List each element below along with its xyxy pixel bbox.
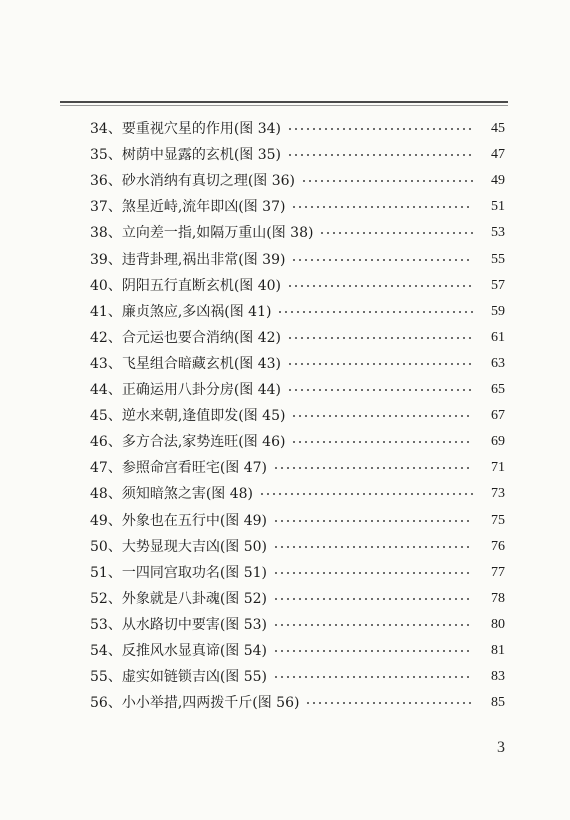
toc-entry [90, 170, 505, 192]
toc-entry-title: 56、小小举措,四两拨千斤(图 56) [90, 695, 300, 712]
toc-entry-page: 73 [491, 486, 505, 502]
toc-entry [90, 405, 505, 427]
toc-entry [90, 640, 505, 662]
toc-entry-title: 37、煞星近峙,流年即凶(图 37) [90, 199, 286, 216]
toc-dot-leader [287, 337, 473, 339]
toc-entry-title: 52、外象就是八卦魂(图 52) [90, 590, 268, 607]
toc-dot-leader [273, 676, 473, 678]
toc-entry-page: 77 [491, 564, 505, 580]
toc-dot-leader [305, 702, 473, 704]
toc-entry [90, 588, 505, 610]
toc-entry-title: 53、从水路切中要害(图 53) [90, 616, 268, 633]
toc-entry-page: 55 [491, 251, 505, 267]
toc-entry-title: 36、砂水消纳有真切之理(图 36) [90, 173, 296, 190]
toc-dot-leader [273, 520, 473, 522]
toc-dot-leader [273, 624, 473, 626]
toc-entry-page: 59 [491, 303, 505, 319]
toc-entry-page: 85 [491, 695, 505, 711]
toc-entry-title: 55、虚实如链锁吉凶(图 55) [90, 669, 268, 686]
toc-entry [90, 144, 505, 166]
toc-entry-page: 65 [491, 382, 505, 397]
toc-entry-page: 51 [491, 199, 505, 215]
toc-dot-leader [287, 363, 473, 365]
toc-entry [90, 614, 505, 636]
toc-entry-page: 75 [491, 512, 505, 528]
toc-entry [90, 431, 505, 453]
toc-entry-title: 45、逆水来朝,逢值即发(图 45) [90, 408, 286, 425]
toc-entry-page: 53 [491, 225, 505, 241]
toc-entry-page: 49 [491, 173, 505, 189]
toc-entry [90, 457, 505, 479]
toc-entry [90, 249, 505, 271]
toc-entry [90, 510, 505, 532]
toc-entry-title: 46、多方合法,家势连旺(图 46) [90, 434, 286, 451]
toc-entry [90, 301, 505, 323]
toc-dot-leader [273, 650, 473, 652]
toc-dot-leader [273, 598, 473, 600]
toc-entry-page: 67 [491, 408, 505, 424]
toc-dot-leader [291, 415, 473, 417]
toc-dot-leader [291, 441, 473, 443]
toc-entry-page: 45 [491, 121, 505, 136]
toc-dot-leader [301, 180, 473, 182]
toc-entry-page: 61 [491, 329, 505, 345]
toc-entry-title: 43、飞星组合暗藏玄机(图 43) [90, 355, 282, 372]
toc-entry-page: 78 [491, 590, 505, 606]
toc-entry-page: 71 [491, 460, 505, 476]
toc-entry [90, 692, 505, 714]
toc-entry [90, 275, 505, 297]
toc-dot-leader [273, 572, 473, 574]
toc-entry [90, 666, 505, 688]
toc-dot-leader [277, 311, 473, 313]
toc-dot-leader [291, 259, 473, 261]
toc-entry-title: 34、要重视穴星的作用(图 34) [90, 121, 282, 137]
toc-entry-page: 57 [491, 277, 505, 293]
toc-entry-title: 39、违背卦理,祸出非常(图 39) [90, 251, 286, 268]
toc-entry-title: 48、须知暗煞之害(图 48) [90, 486, 254, 503]
toc-entry-title: 42、合元运也要合消纳(图 42) [90, 329, 282, 346]
toc-dot-leader [259, 493, 473, 495]
toc-entry-title: 44、正确运用八卦分房(图 44) [90, 382, 282, 398]
toc-dot-leader [287, 154, 473, 156]
toc-entry-title: 50、大势显现大吉凶(图 50) [90, 538, 268, 555]
toc-entry [90, 562, 505, 584]
toc-dot-leader [287, 389, 473, 391]
toc-entry-title: 54、反推风水显真谛(图 54) [90, 643, 268, 659]
toc-entry [90, 536, 505, 558]
toc-dot-leader [319, 232, 473, 234]
toc-entry-title: 47、参照命宫看旺宅(图 47) [90, 460, 268, 477]
toc-entry-page: 80 [491, 616, 505, 632]
toc-entry-title: 41、廉贞煞应,多凶祸(图 41) [90, 303, 272, 320]
toc-entry-title: 35、树荫中显露的玄机(图 35) [90, 147, 282, 164]
toc-entry [90, 222, 505, 244]
toc-entry [90, 483, 505, 505]
toc-dot-leader [287, 285, 473, 287]
toc-entry-page: 81 [491, 643, 505, 658]
toc-entry-title: 40、阴阳五行直断玄机(图 40) [90, 277, 282, 294]
page-number: 3 [497, 739, 505, 756]
toc-dot-leader [273, 546, 473, 548]
toc-entry [90, 379, 505, 401]
toc-entry-page: 69 [491, 434, 505, 450]
toc-entry-page: 76 [491, 538, 505, 554]
toc-entry [90, 353, 505, 375]
toc-entry-page: 47 [491, 147, 505, 163]
toc-entry-page: 83 [491, 669, 505, 685]
toc-entry-title: 49、外象也在五行中(图 49) [90, 512, 268, 529]
toc-dot-leader [273, 467, 473, 469]
toc-dot-leader [291, 206, 473, 208]
toc-entry [90, 327, 505, 349]
toc-entry-page: 63 [491, 355, 505, 371]
toc-dot-leader [287, 128, 473, 130]
toc-entry [90, 118, 505, 140]
toc-entry [90, 196, 505, 218]
toc-entry-title: 38、立向差一指,如隔万重山(图 38) [90, 225, 314, 242]
toc-entry-title: 51、一四同宫取功名(图 51) [90, 564, 268, 581]
